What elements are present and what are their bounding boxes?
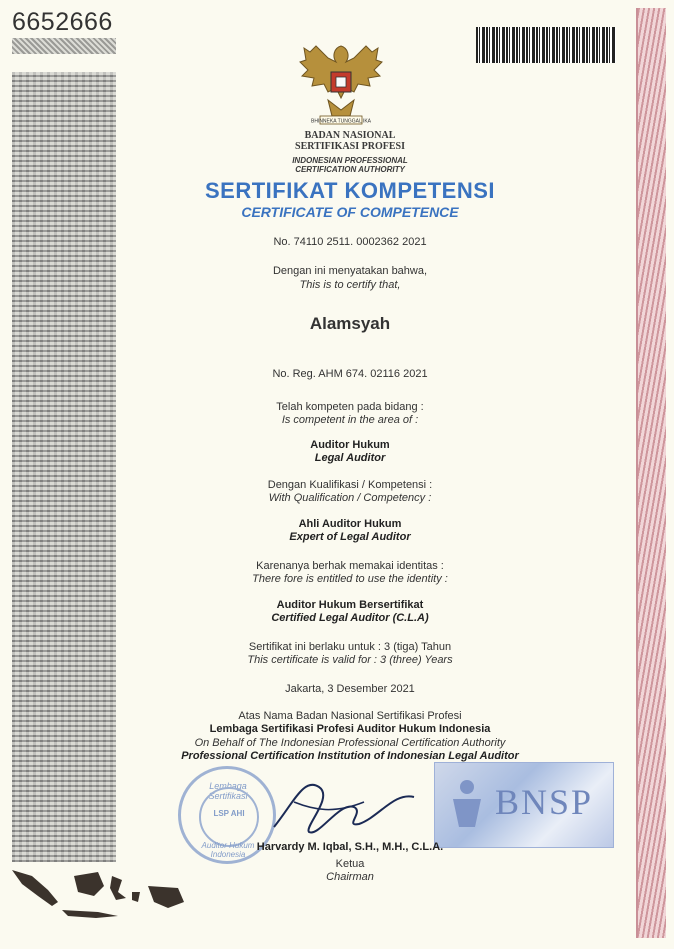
serial-number: 6652666 — [12, 8, 113, 36]
agency-id-line2: SERTIFIKASI PROFESI — [295, 141, 405, 152]
stamp-inner-ring — [199, 787, 259, 847]
agency-name-id — [140, 130, 560, 152]
right-security-pattern — [636, 8, 666, 938]
field-value-id: Auditor Hukum — [310, 439, 390, 451]
garuda-emblem-icon — [298, 38, 384, 130]
on-behalf-line2: Lembaga Sertifikasi Profesi Auditor Hukum Indonesia — [209, 723, 491, 735]
stamp-top-text: Lembaga Sertifikasi — [208, 781, 248, 801]
signature-icon — [264, 772, 424, 842]
certificate-title: SERTIFIKAT KOMPETENSI — [205, 178, 495, 203]
field-value-en: Legal Auditor — [314, 452, 386, 464]
qualification-value-en: Expert of Legal Auditor — [289, 531, 411, 543]
signatory-title-en: Chairman — [326, 871, 374, 883]
agency-name-en — [140, 156, 560, 174]
identity-value-en: Certified Legal Auditor (C.L.A) — [271, 612, 429, 624]
left-security-pattern — [12, 72, 116, 862]
bnsp-hologram — [434, 762, 614, 848]
qualification-label-id: Dengan Kualifikasi / Kompetensi : — [267, 479, 433, 491]
barcode — [476, 27, 616, 63]
on-behalf-line4: Professional Certification Institution of Indonesian Legal Auditor — [181, 750, 519, 762]
identity-value-id: Auditor Hukum Bersertifikat — [276, 599, 424, 611]
registration-number: No. Reg. AHM 674. 02116 2021 — [272, 368, 428, 380]
agency-id-line1: BADAN NASIONAL — [304, 130, 396, 141]
certify-text-en: This is to certify that, — [299, 279, 401, 291]
stamp-center-text: LSP AHI — [213, 809, 245, 818]
holder-name: Alamsyah — [309, 314, 391, 333]
on-behalf-line3: On Behalf of The Indonesian Professional Certification Authority — [194, 737, 506, 749]
qualification-label-en: With Qualification / Competency : — [268, 492, 432, 504]
validity-en: This certificate is valid for : 3 (three) Years — [247, 654, 453, 666]
certify-text-id: Dengan ini menyatakan bahwa, — [272, 265, 428, 277]
signatory-name: Harvardy M. Iqbal, S.H., M.H., C.L.A. — [256, 841, 444, 853]
qualification-value-id: Ahli Auditor Hukum — [298, 518, 402, 530]
field-label-id: Telah kompeten pada bidang : — [276, 401, 424, 413]
identity-label-en: There fore is entitled to use the identity : — [252, 573, 448, 585]
validity-id: Sertifikat ini berlaku untuk : 3 (tiga) Tahun — [248, 641, 452, 653]
signatory-title-id: Ketua — [335, 858, 365, 870]
on-behalf-line1: Atas Nama Badan Nasional Sertifikasi Profesi — [238, 710, 462, 722]
emblem-motto: BHINNEKA TUNGGAL IKA — [310, 118, 372, 125]
agency-en-line1: INDONESIAN PROFESSIONAL — [292, 156, 408, 165]
field-label-en: Is competent in the area of : — [281, 414, 419, 426]
bnsp-logo-text: BNSP — [495, 782, 594, 822]
certificate-subtitle: CERTIFICATE OF COMPETENCE — [241, 204, 459, 220]
security-strip — [12, 38, 116, 54]
place-date: Jakarta, 3 Desember 2021 — [285, 683, 415, 695]
agency-en-line2: CERTIFICATION AUTHORITY — [295, 165, 405, 174]
indonesia-map-icon — [8, 862, 188, 922]
certificate-number: No. 74110 2511. 0002362 2021 — [273, 236, 427, 248]
identity-label-id: Karenanya berhak memakai identitas : — [256, 560, 444, 572]
bnsp-figure-icon — [445, 777, 489, 831]
stamp-bottom-text: Auditor Hukum Indonesia — [201, 841, 255, 859]
